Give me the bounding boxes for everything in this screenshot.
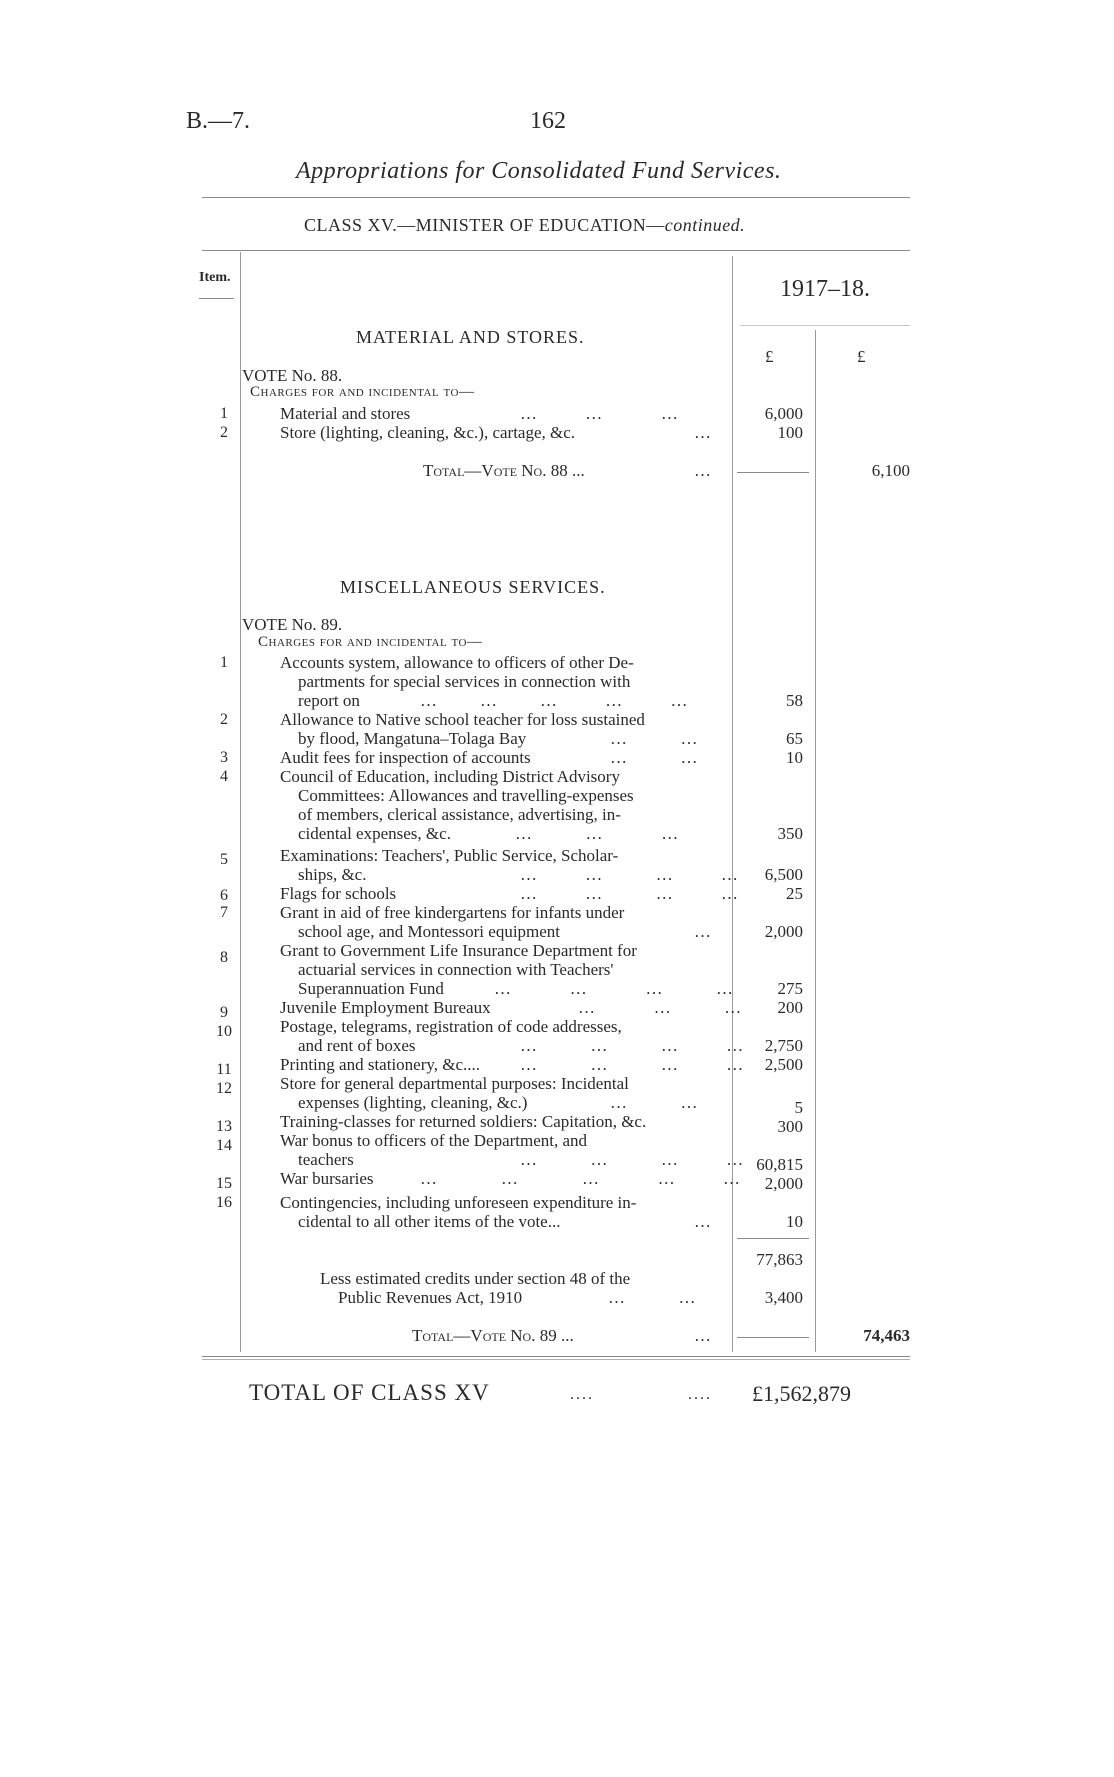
vote-88-item-text: Store (lighting, cleaning, &c.), cartage, &c.	[280, 423, 576, 442]
table-bottom-rule	[202, 1356, 910, 1357]
item-description: Juvenile Employment Bureaux	[280, 998, 491, 1017]
page-subtitle: Appropriations for Consolidated Fund Services.	[296, 158, 782, 184]
item-description: cidental to all other items of the vote...	[298, 1212, 561, 1231]
item-description: Store for general departmental purposes: Incidental	[280, 1074, 629, 1093]
item-number: 16	[216, 1194, 232, 1211]
item-description: of members, clerical assistance, advertising, in-	[298, 805, 621, 824]
item-number: 10	[216, 1023, 232, 1040]
class-total-value: £1,562,879	[752, 1381, 851, 1406]
item-description: Allowance to Native school teacher for loss sustained	[280, 710, 645, 729]
vote-88-sum-rule	[737, 472, 809, 473]
item-description: Grant in aid of free kindergartens for infants under	[280, 903, 625, 922]
class-heading-continued: continued.	[664, 215, 746, 235]
pound-sign-totals: £	[857, 347, 866, 366]
item-description: Contingencies, including unforeseen expenditure in-	[280, 1193, 637, 1212]
item-number: 7	[220, 904, 228, 921]
item-amount: 275	[777, 979, 803, 998]
leader-dots: …	[694, 1212, 712, 1231]
header-rule	[202, 197, 910, 198]
item-number: 5	[220, 851, 228, 868]
item-description: and rent of boxes	[298, 1036, 416, 1055]
year-header-rule	[740, 325, 910, 326]
leader-dots: … … … …	[520, 865, 739, 884]
less-credits-text: Less estimated credits under section 48 of the	[320, 1269, 631, 1288]
item-description: Grant to Government Life Insurance Department for	[280, 941, 637, 960]
leader-dots: …	[694, 922, 712, 941]
item-number: 11	[216, 1061, 232, 1078]
leader-dots: … …	[610, 1093, 699, 1112]
item-description: school age, and Montessori equipment	[298, 922, 561, 941]
item-description: partments for special services in connection with	[298, 672, 631, 691]
item-description: Council of Education, including District Advisory	[280, 767, 620, 786]
leader-dots: … … … …	[520, 1150, 745, 1169]
vote-88-total-value: 6,100	[871, 461, 910, 480]
vote-89-total-value: 74,463	[863, 1326, 910, 1345]
item-amount: 25	[786, 884, 803, 903]
item-number: 12	[216, 1080, 232, 1097]
pound-sign-items: £	[765, 347, 774, 366]
total-column-divider	[815, 330, 816, 1352]
item-description: Accounts system, allowance to officers of other De-	[280, 653, 634, 672]
item-description: by flood, Mangatuna–Tolaga Bay	[298, 729, 527, 748]
item-description: Flags for schools	[280, 884, 397, 903]
class-total-label: TOTAL OF CLASS XV	[249, 1380, 490, 1405]
item-description: Printing and stationery, &c....	[280, 1055, 481, 1074]
item-amount: 58	[786, 691, 803, 710]
item-amount: 2,750	[764, 1036, 803, 1055]
vote-88-item-text: Material and stores	[280, 404, 411, 423]
item-amount: 200	[777, 998, 803, 1017]
vote-88-total-label: Total—Vote No. 88 ...	[423, 461, 585, 480]
item-description: Committees: Allowances and travelling-expenses	[298, 786, 634, 805]
leader-dots: … … … …	[520, 884, 739, 903]
table-bottom-rule-2	[202, 1359, 910, 1360]
item-description: War bonus to officers of the Department, and	[280, 1131, 588, 1150]
vote-88-item-amount: 100	[777, 423, 803, 442]
vote-89-subtotal-rule	[737, 1238, 809, 1239]
item-amount: 2,500	[764, 1055, 803, 1074]
item-description: Training-classes for returned soldiers: Capitation, &c.	[280, 1112, 647, 1131]
item-description: cidental expenses, &c.	[298, 824, 451, 843]
vote-88-item-amount: 6,000	[764, 404, 803, 423]
page-number: 162	[530, 108, 566, 134]
less-credits-text: Public Revenues Act, 1910	[338, 1288, 523, 1307]
item-number: 15	[216, 1175, 232, 1192]
item-amount: 6,500	[764, 865, 803, 884]
item-number: 9	[220, 1004, 228, 1021]
leader-dots: … …	[610, 729, 699, 748]
item-description: ships, &c.	[298, 865, 367, 884]
item-description: Superannuation Fund	[298, 979, 444, 998]
item-description: report on	[298, 691, 360, 710]
item-header-rule	[199, 298, 234, 299]
year-column-header: 1917–18.	[780, 276, 870, 302]
item-number: 1	[220, 654, 228, 671]
item-amount: 10	[786, 1212, 803, 1231]
item-amount: 2,000	[764, 922, 803, 941]
item-description: actuarial services in connection with Teachers'	[298, 960, 614, 979]
leader-dots: … …	[610, 748, 699, 767]
item-column-header: Item.	[199, 270, 231, 285]
vote-88-charges-heading: Charges for and incidental to—	[250, 384, 475, 400]
leader-dots: … … …	[515, 824, 680, 843]
item-number: 2	[220, 711, 228, 728]
leader-dots: … …	[608, 1288, 697, 1307]
class-heading-main: CLASS XV.—MINISTER OF EDUCATION—	[304, 215, 665, 235]
leader-dots: … … … …	[520, 1036, 745, 1055]
leader-dots: … … … … …	[420, 691, 689, 710]
item-number: 4	[220, 768, 228, 785]
section-heading-miscellaneous-services: MISCELLANEOUS SERVICES.	[340, 577, 606, 597]
class-heading	[304, 215, 745, 236]
leader-dots: ....	[570, 1386, 594, 1403]
item-number: 8	[220, 949, 228, 966]
item-description: War bursaries	[280, 1169, 374, 1188]
vote-89-total-label: Total—Vote No. 89 ...	[412, 1326, 574, 1345]
table-top-rule	[202, 250, 910, 251]
leader-dots: ....	[688, 1386, 712, 1403]
vote-88-label: VOTE No. 88.	[242, 366, 343, 385]
item-number: 3	[220, 749, 228, 766]
leader-dots: …	[694, 423, 712, 442]
item-description: Postage, telegrams, registration of code addresses,	[280, 1017, 622, 1036]
section-heading-material-stores: MATERIAL AND STORES.	[356, 327, 585, 347]
leader-dots: … … … … …	[420, 1169, 741, 1188]
item-amount: 2,000	[764, 1174, 803, 1193]
item-number: 14	[216, 1137, 232, 1154]
item-number: 2	[220, 424, 228, 441]
leader-dots: … … …	[520, 404, 679, 423]
item-description: Audit fees for inspection of accounts	[280, 748, 531, 767]
item-amount: 5	[794, 1098, 803, 1117]
leader-dots: …	[694, 461, 712, 480]
leader-dots: … … … …	[494, 979, 734, 998]
item-column-divider	[240, 252, 241, 1352]
item-amount: 350	[777, 824, 803, 843]
document-reference: B.—7.	[186, 108, 251, 134]
item-amount: 65	[786, 729, 803, 748]
leader-dots: … … … …	[520, 1055, 745, 1074]
vote-89-subtotal: 77,863	[756, 1250, 803, 1269]
item-amount: 10	[786, 748, 803, 767]
item-amount: 300	[777, 1117, 803, 1136]
vote-89-label: VOTE No. 89.	[242, 615, 343, 634]
item-description: teachers	[298, 1150, 354, 1169]
vote-89-sum-rule	[737, 1337, 809, 1338]
item-amount: 60,815	[756, 1155, 803, 1174]
item-description: Examinations: Teachers', Public Service, Scholar-	[280, 846, 619, 865]
vote-89-charges-heading: Charges for and incidental to—	[258, 634, 483, 650]
item-number: 1	[220, 405, 228, 422]
item-number: 13	[216, 1118, 232, 1135]
item-number: 6	[220, 887, 228, 904]
leader-dots: …	[694, 1326, 712, 1345]
leader-dots: … … …	[578, 998, 743, 1017]
item-description: expenses (lighting, cleaning, &c.)	[298, 1093, 528, 1112]
less-credits-amount: 3,400	[764, 1288, 803, 1307]
